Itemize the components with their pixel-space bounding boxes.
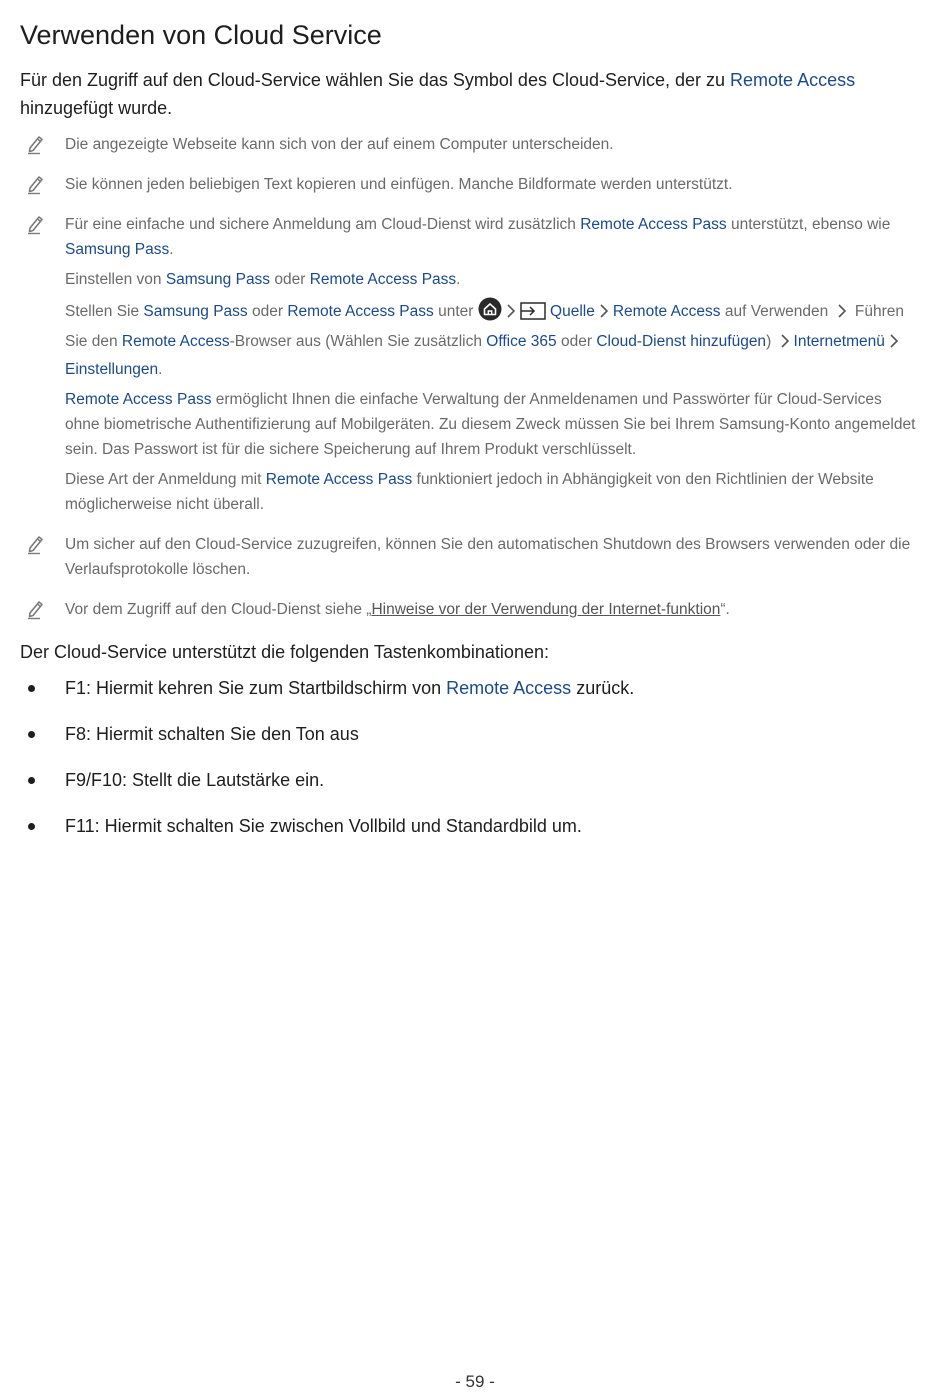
intro-text-end: hinzugefügt wurde. (20, 98, 173, 118)
source-icon (520, 301, 546, 329)
note-item (20, 532, 918, 582)
pencil-icon (26, 598, 46, 620)
pencil-icon (26, 133, 46, 155)
chevron-right-icon (889, 332, 899, 357)
menu-path-text: Stellen Sie Samsung Pass oder Remote Access Pass unter Quelle Remote Access auf Verwenden Führen Sie den Remote Access-Browser aus (Wählen Sie zusätzlich Office 365 oder Cloud-Dienst hinzufügen) InternetmenüEinstellungen. (65, 297, 918, 382)
shortcut-item: F1: Hiermit kehren Sie zum Startbildschirm von Remote Access zurück. (20, 674, 918, 702)
remote-access-pass-term: Remote Access Pass (580, 216, 727, 233)
chevron-right-icon (780, 332, 790, 357)
intro-text: Für den Zugriff auf den Cloud-Service wählen Sie das Symbol des Cloud-Service, der zu (20, 70, 731, 90)
note-text: Die angezeigte Webseite kann sich von der auf einem Computer unterscheiden. (65, 136, 614, 153)
source-menu-label: Quelle (550, 303, 595, 320)
page-content (20, 16, 918, 858)
intro-paragraph (20, 66, 918, 122)
chevron-right-icon (837, 302, 847, 327)
bullet-icon (28, 685, 35, 692)
internet-notes-link[interactable]: Hinweise vor der Verwendung der Internet-funktion (371, 601, 721, 618)
note-text: Sie können jeden beliebigen Text kopieren und einfügen. Manche Bildformate werden unterstützt. (65, 176, 733, 193)
note-item (20, 212, 918, 517)
chevron-right-icon (599, 302, 609, 327)
bullet-icon (28, 823, 35, 830)
note-text: Diese Art der Anmeldung mit Remote Access Pass funktioniert jedoch in Abhängigkeit von den Richtlinien der Website möglicherweise nicht überall. (65, 471, 874, 513)
note-text: Einstellen von Samsung Pass oder Remote Access Pass. (65, 271, 461, 288)
note-text: Um sicher auf den Cloud-Service zuzugreifen, können Sie den automatischen Shutdown des Browsers verwenden oder die Verlaufsprotokolle löschen. (65, 536, 911, 578)
bullet-icon (28, 731, 35, 738)
note-text: Remote Access Pass ermöglicht Ihnen die einfache Verwaltung der Anmeldenamen und Passwörter für Cloud-Services ohne biometrische Authentifizierung auf Mobilgeräten. Zu diesem Zweck müssen Sie bei Ihrem Samsung-Konto angemeldet sein. Das Passwort ist für die sichere Speicherung auf Ihrem Produkt verschlüsselt. (65, 391, 916, 458)
shortcut-list (20, 674, 918, 840)
note-text: Für eine einfache und sichere Anmeldung am Cloud-Dienst wird zusätzlich Remote Access Pass unterstützt, ebenso wie Samsung Pass. (65, 216, 891, 258)
bullet-icon (28, 777, 35, 784)
shortcut-item: F8: Hiermit schalten Sie den Ton aus (20, 720, 918, 748)
intro-highlight: Remote Access (730, 70, 856, 90)
note-text: Vor dem Zugriff auf den Cloud-Dienst siehe „Hinweise vor der Verwendung der Internet-funktion“. (65, 601, 730, 618)
shortcuts-intro: Der Cloud-Service unterstützt die folgenden Tastenkombinationen: (20, 642, 549, 662)
note-item (20, 132, 918, 157)
page-number: - 59 - (455, 1372, 495, 1391)
pencil-icon (26, 173, 46, 195)
note-item (20, 172, 918, 197)
shortcut-item: F11: Hiermit schalten Sie zwischen Vollbild und Standardbild um. (20, 812, 918, 840)
note-item (20, 597, 918, 622)
remote-access-menu-label: Remote Access (612, 303, 721, 320)
page-title: Verwenden von Cloud Service (20, 20, 382, 50)
pencil-icon (26, 533, 46, 555)
notes-list (20, 132, 918, 622)
home-icon (478, 297, 502, 329)
shortcut-item: F9/F10: Stellt die Lautstärke ein. (20, 766, 918, 794)
pencil-icon (26, 213, 46, 235)
samsung-pass-term: Samsung Pass (65, 241, 170, 258)
chevron-right-icon (506, 302, 516, 327)
